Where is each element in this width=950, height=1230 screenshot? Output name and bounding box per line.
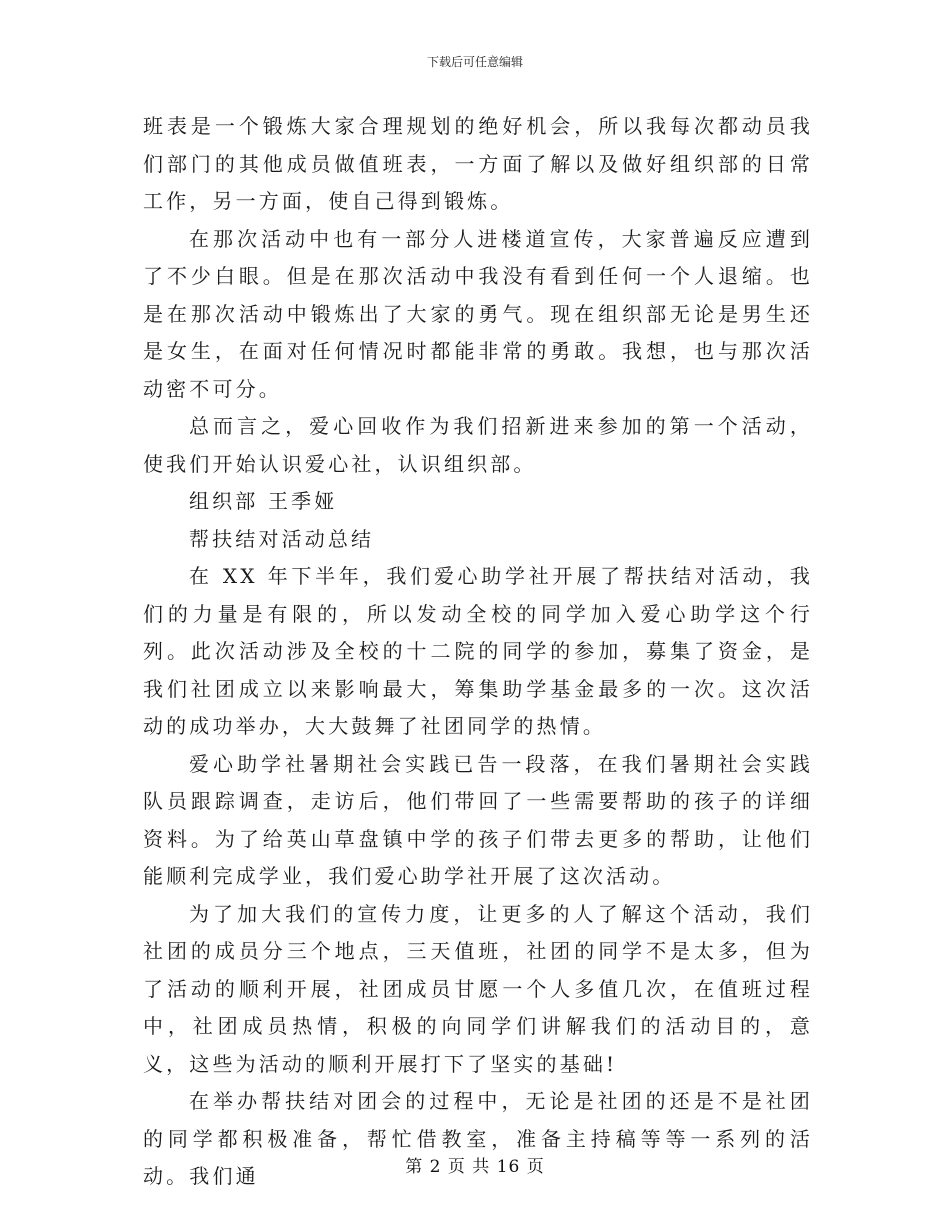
document-body bbox=[143, 108, 813, 1196]
page-header: 下载后可任意编辑 bbox=[426, 55, 523, 69]
paragraph: 在那次活动中也有一部分人进楼道宣传，大家普遍反应遭到了不少白眼。但是在那次活动中我没有看到任何一个人退缩。也是在那次活动中锻炼出了大家的勇气。现在组织部无论是男生还是女生，在面对任何情况时都能非常的勇敢。我想，也与那次活动密不可分。 bbox=[143, 226, 813, 401]
paragraph: 为了加大我们的宣传力度，让更多的人了解这个活动，我们社团的成员分三个地点，三天值班，社团的同学不是太多，但为了活动的顺利开展，社团成员甘愿一个人多值几次，在值班过程中，社团成员热情，积极的向同学们讲解我们的活动目的，意义，这些为活动的顺利开展打下了坚实的基础! bbox=[143, 901, 813, 1076]
page-number-footer: 第 2 页 共 16 页 bbox=[405, 1157, 545, 1177]
section-title: 帮扶结对活动总结 bbox=[189, 526, 375, 551]
paragraph: 爱心助学社暑期社会实践已告一段落，在我们暑期社会实践队员跟踪调查，走访后，他们带回了一些需要帮助的孩子的详细资料。为了给英山草盘镇中学的孩子们带去更多的帮助，让他们能顺利完成学业，我们爱心助学社开展了这次活动。 bbox=[143, 751, 813, 888]
paragraph: 在举办帮扶结对团会的过程中，无论是社团的还是不是社团的同学都积极准备，帮忙借教室，准备主持稿等等一系列的活动。我们通 bbox=[143, 1089, 813, 1188]
paragraph: 总而言之，爱心回收作为我们招新进来参加的第一个活动，使我们开始认识爱心社，认识组织部。 bbox=[143, 414, 813, 476]
paragraph: 班表是一个锻炼大家合理规划的绝好机会，所以我每次都动员我们部门的其他成员做值班表，一方面了解以及做好组织部的日常工作，另一方面，使自己得到锻炼。 bbox=[143, 114, 813, 213]
author-line: 组织部 王季娅 bbox=[189, 489, 338, 513]
paragraph: 在 XX 年下半年，我们爱心助学社开展了帮扶结对活动，我们的力量是有限的，所以发动全校的同学加入爱心助学这个行列。此次活动涉及全校的十二院的同学的参加，募集了资金，是我们社团成立以来影响最大，筹集助学基金最多的一次。这次活动的成功举办，大大鼓舞了社团同学的热情。 bbox=[143, 564, 813, 738]
